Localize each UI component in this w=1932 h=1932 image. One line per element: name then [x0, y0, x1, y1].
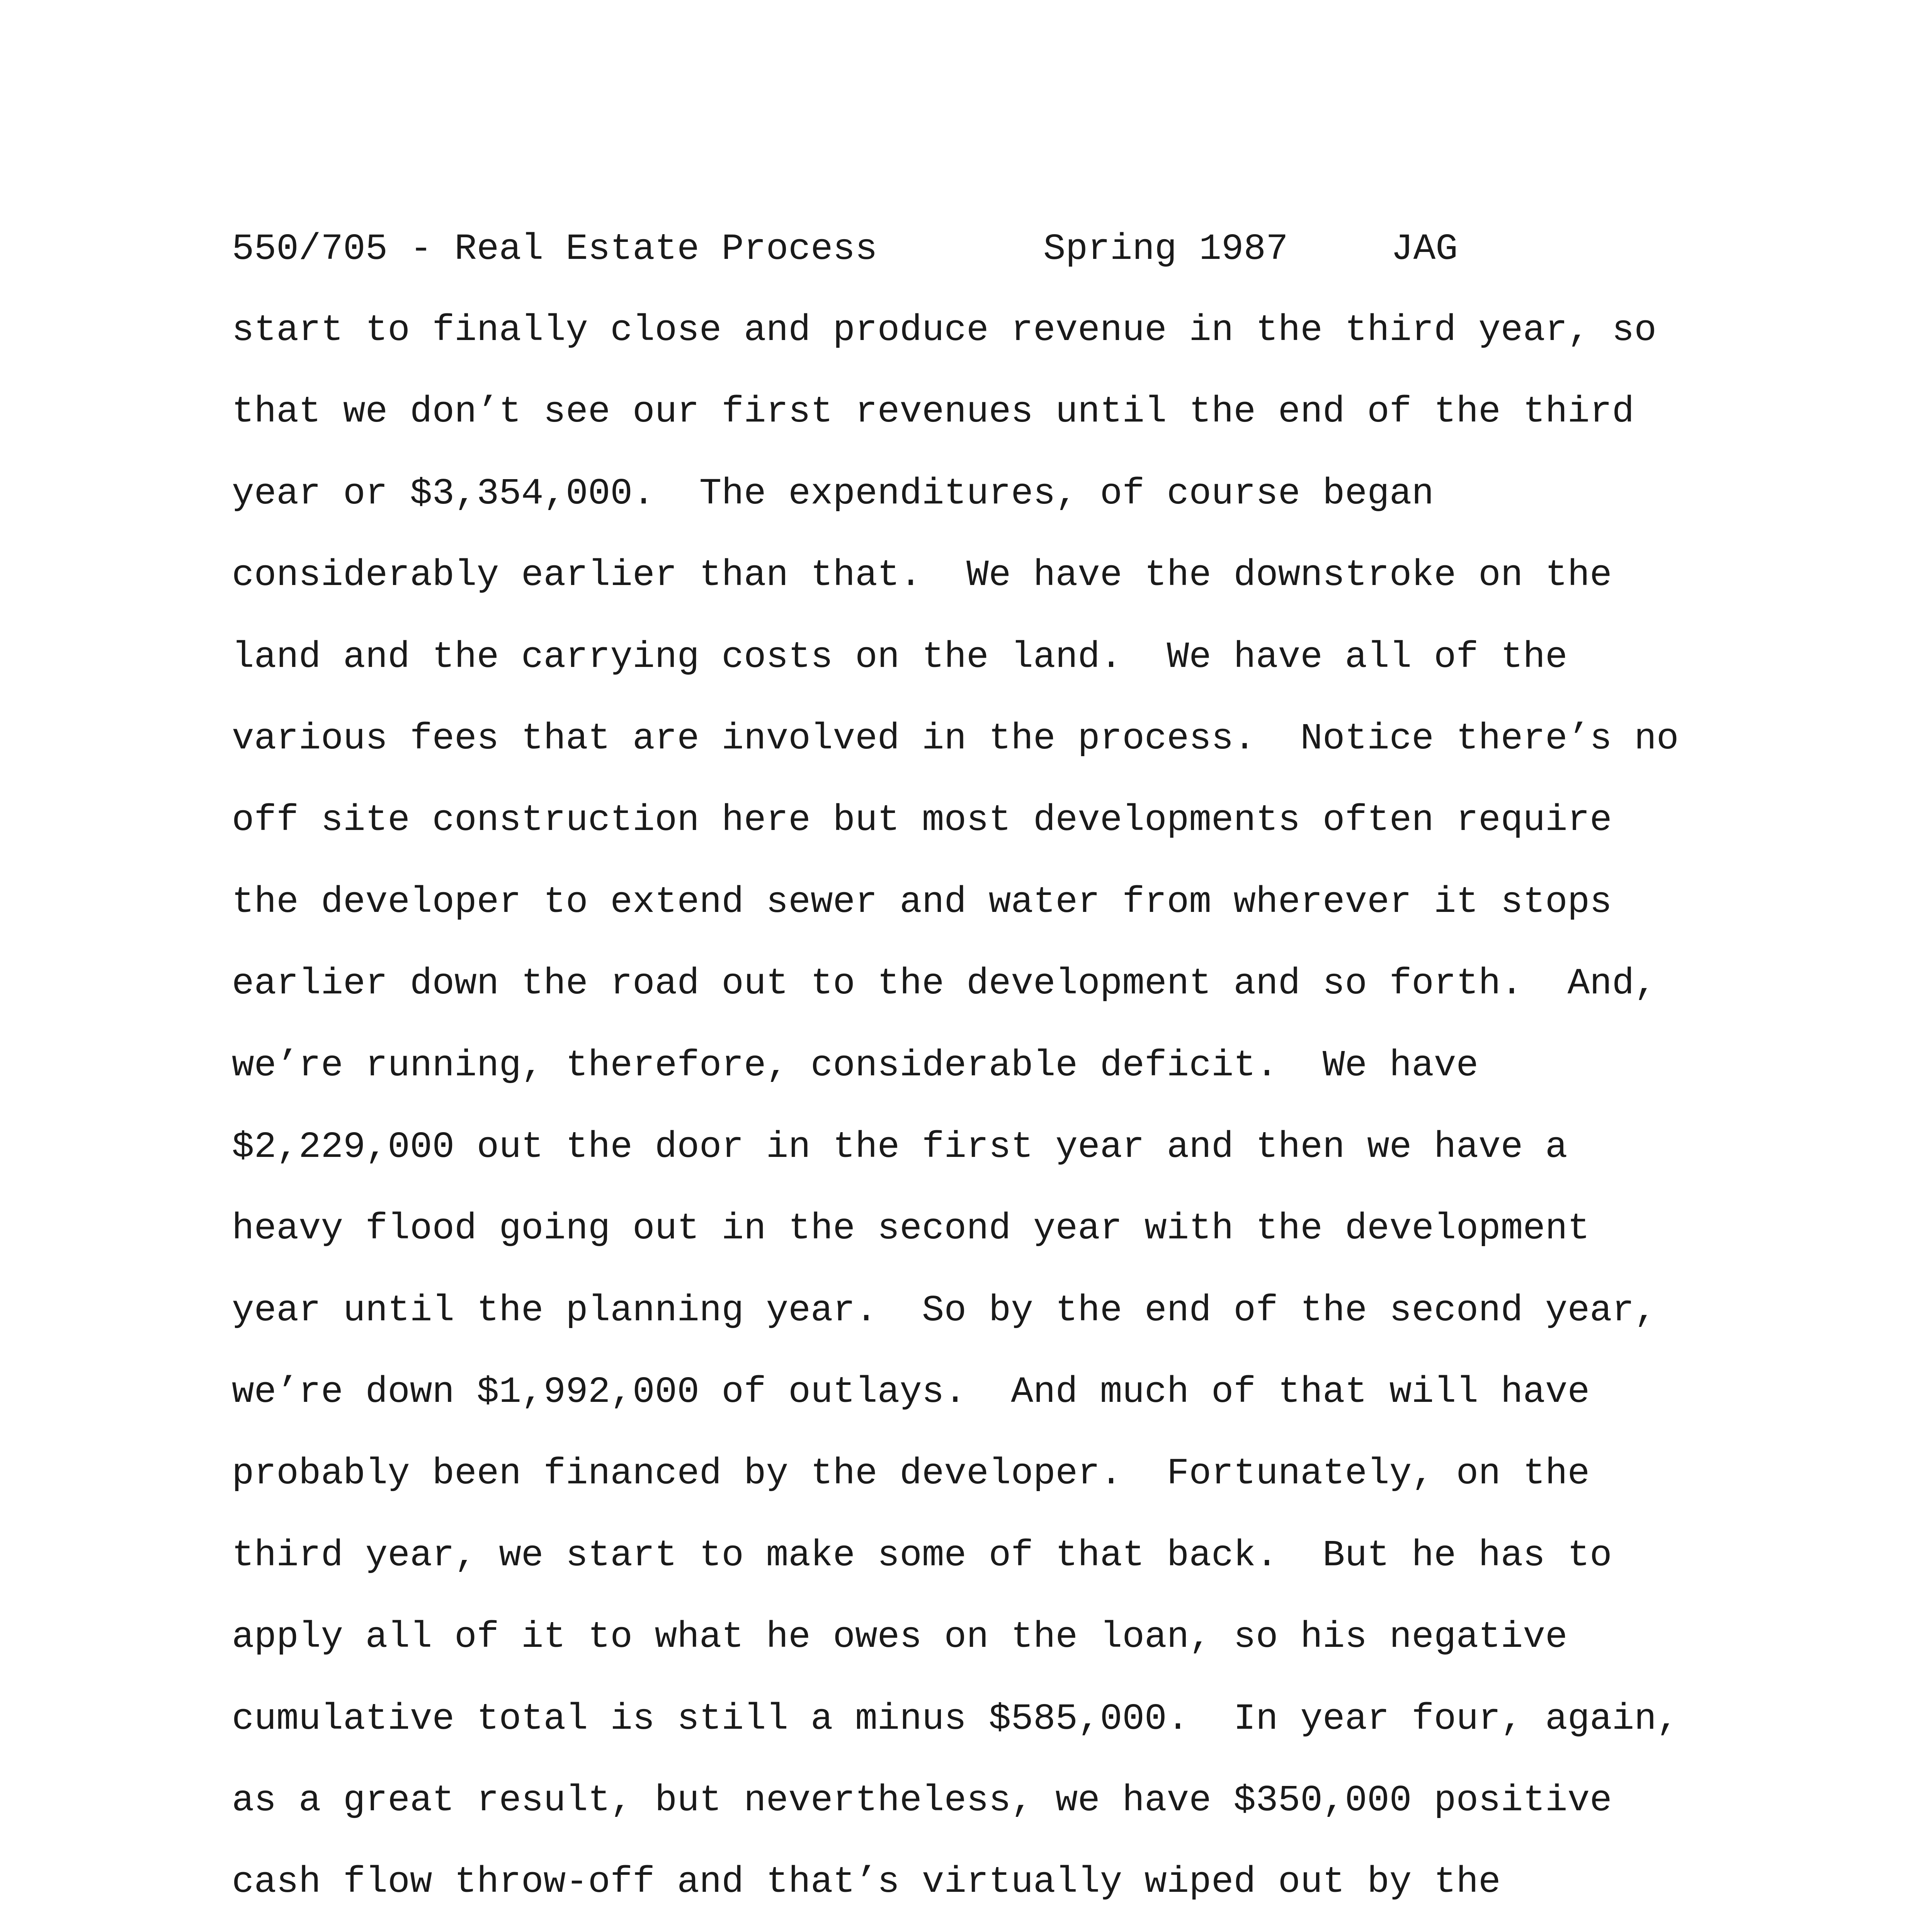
body-line: the developer to extend sewer and water from wherever it stops [232, 881, 1612, 923]
body-line: various fees that are involved in the process. Notice there’s no [232, 717, 1679, 760]
page-header [232, 228, 1458, 270]
body-line: cumulative total is still a minus $585,000. In year four, again, [232, 1697, 1679, 1740]
term-label: Spring 1987 [1043, 228, 1288, 270]
body-line: earlier down the road out to the development and so forth. And, [232, 963, 1656, 1005]
course-title: 550/705 - Real Estate Process [232, 228, 878, 270]
body-line: we’re down $1,992,000 of outlays. And much of that will have [232, 1371, 1590, 1413]
body-line: probably been financed by the developer. Fortunately, on the [232, 1452, 1590, 1495]
body-line: land and the carrying costs on the land. We have all of the [232, 636, 1568, 678]
body-line: cash flow throw-off and that’s virtually wiped out by the [232, 1861, 1501, 1903]
body-line: as a great result, but nevertheless, we have $350,000 positive [232, 1779, 1612, 1822]
body-line: year or $3,354,000. The expenditures, of course began [232, 472, 1434, 515]
body-line: considerably earlier than that. We have the downstroke on the [232, 554, 1612, 597]
body-line: third year, we start to make some of that back. But he has to [232, 1534, 1612, 1577]
body-line: apply all of it to what he owes on the loan, so his negative [232, 1616, 1568, 1658]
body-line: off site construction here but most developments often require [232, 799, 1612, 842]
body-line: we’re running, therefore, considerable deficit. We have [232, 1044, 1479, 1087]
body-line: year until the planning year. So by the end of the second year, [232, 1289, 1656, 1332]
transcript-body [232, 309, 1777, 1932]
body-line: heavy flood going out in the second year with the development [232, 1208, 1590, 1250]
author-initials: JAG [1391, 228, 1458, 270]
body-line: start to finally close and produce revenue in the third year, so [232, 309, 1656, 351]
body-line: $2,229,000 out the door in the first year and then we have a [232, 1126, 1568, 1168]
body-line: that we don’t see our first revenues until the end of the third [232, 391, 1634, 433]
